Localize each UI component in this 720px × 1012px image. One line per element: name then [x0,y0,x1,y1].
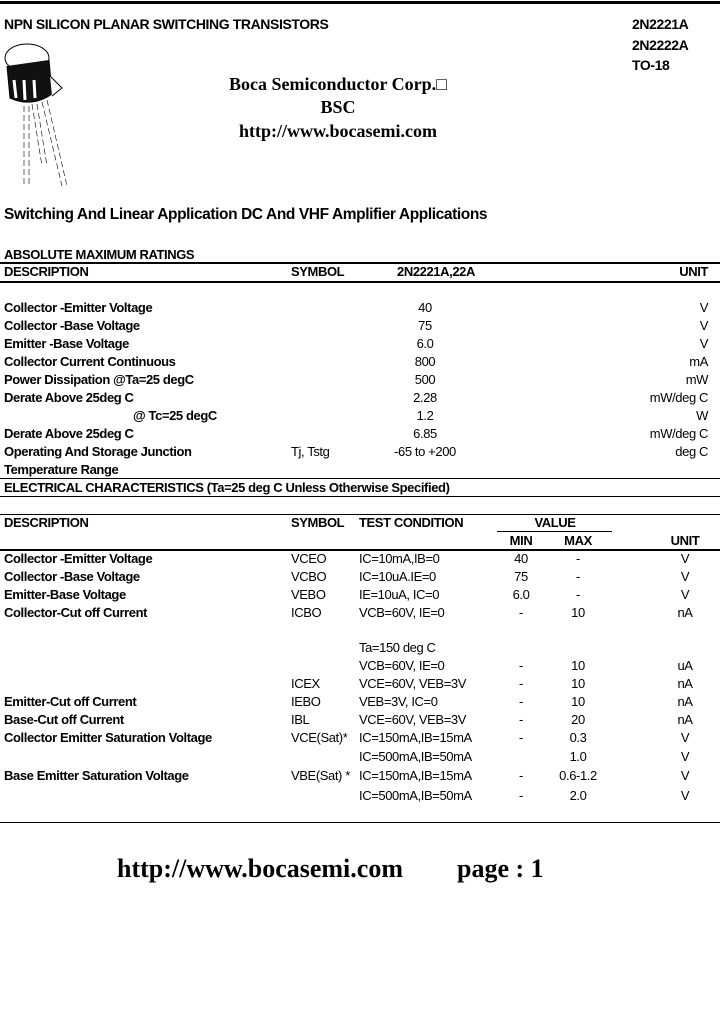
row-description: Emitter-Base Voltage [4,587,126,602]
row-description: Base Emitter Saturation Voltage [4,768,189,783]
row-test-condition: VCB=60V, IE=0 [359,605,445,620]
package-type: TO-18 [632,57,670,73]
row-max: - [576,587,580,602]
row-unit: V [680,788,690,803]
row-max: 10 [571,658,585,673]
row-symbol: Tj, Tstg [291,444,330,459]
el-col-max: MAX [564,533,592,548]
row-description: Collector-Cut off Current [4,605,148,620]
row-description: Emitter-Cut off Current [4,694,137,709]
row-unit: V [680,569,690,584]
row-max: - [576,569,580,584]
row-description: Base-Cut off Current [4,712,124,727]
row-min: - [519,694,523,709]
row-symbol: ICEX [291,676,320,691]
row-max: - [576,551,580,566]
row-unit: W [696,408,708,423]
part-number-2: 2N2222A [632,37,689,53]
row-unit: V [680,730,690,745]
row-unit: nA [677,676,693,691]
divider [0,262,720,264]
row-min: - [519,768,523,783]
row-unit: V [699,300,708,315]
row-symbol: IEBO [291,694,321,709]
row-unit: V [680,768,690,783]
row-min: - [519,605,523,620]
row-max: 2.0 [569,788,587,803]
el-col-unit: UNIT [670,533,700,548]
row-max: 10 [571,676,585,691]
row-unit: mA [689,354,708,369]
row-symbol: IBL [291,712,310,727]
row-symbol: VCBO [291,569,327,584]
row-description: Temperature Range [4,462,119,477]
divider [0,281,720,283]
row-unit: nA [677,605,693,620]
row-value: -65 to +200 [394,444,456,459]
row-unit: V [680,587,690,602]
row-min: - [519,676,523,691]
row-min: - [519,712,523,727]
abs-max-title: ABSOLUTE MAXIMUM RATINGS [4,247,195,262]
row-test-condition: VCE=60V, VEB=3V [359,712,466,727]
row-description: Derate Above 25deg C [4,426,134,441]
row-test-condition: VCB=60V, IE=0 [359,658,445,673]
row-unit: mW/deg C [649,390,708,405]
divider [0,822,720,823]
row-min: - [519,788,523,803]
row-max: 0.3 [569,730,587,745]
row-max: 10 [571,605,585,620]
el-col-value: VALUE [534,515,576,530]
row-description: Collector Emitter Saturation Voltage [4,730,212,745]
row-value: 6.85 [413,426,437,441]
row-unit: V [699,318,708,333]
company-name: Boca Semiconductor Corp.□ [228,74,448,94]
divider [0,478,720,479]
row-min: 6.0 [512,587,530,602]
row-min: 75 [514,569,528,584]
row-test-condition: IC=10mA,IB=0 [359,551,440,566]
row-max: 10 [571,694,585,709]
page-number: page : 1 [457,854,544,883]
row-value: 500 [414,372,436,387]
row-description: Collector -Base Voltage [4,318,140,333]
row-unit: V [680,551,690,566]
row-test-condition: IE=10uA, IC=0 [359,587,440,602]
row-unit: nA [677,712,693,727]
row-max: 0.6-1.2 [559,768,597,783]
top-rule [0,1,720,4]
row-description: Collector -Emitter Voltage [4,551,153,566]
row-test-condition: IC=500mA,IB=50mA [359,788,472,803]
row-value: 6.0 [416,336,434,351]
abs-col-unit: UNIT [679,264,708,279]
abs-col-description: DESCRIPTION [4,264,89,279]
abs-col-symbol: SYMBOL [291,264,345,279]
el-col-symbol: SYMBOL [291,515,345,530]
document-title: NPN SILICON PLANAR SWITCHING TRANSISTORS [4,16,329,32]
row-unit: deg C [675,444,708,459]
row-unit: V [680,749,690,764]
electrical-title: ELECTRICAL CHARACTERISTICS (Ta=25 deg C Unless Otherwise Specified) [4,480,450,495]
row-symbol: ICBO [291,605,322,620]
abs-col-value: 2N2221A,22A [397,264,475,279]
row-symbol: VCE(Sat)* [291,730,348,745]
row-unit: V [699,336,708,351]
row-test-condition: Ta=150 deg C [359,640,436,655]
row-description: Collector Current Continuous [4,354,176,369]
row-unit: uA [677,658,693,673]
row-unit: mW/deg C [649,426,708,441]
row-min: - [519,658,523,673]
row-description: Derate Above 25deg C [4,390,134,405]
row-value: 1.2 [416,408,434,423]
row-symbol: VCEO [291,551,327,566]
el-col-min: MIN [509,533,533,548]
footer-url[interactable]: http://www.bocasemi.com [117,854,403,883]
part-number-1: 2N2221A [632,16,689,32]
row-test-condition: IC=150mA,IB=15mA [359,768,472,783]
company-url[interactable]: http://www.bocasemi.com [239,121,437,141]
row-test-condition: IC=10uA.IE=0 [359,569,436,584]
row-min: - [519,730,523,745]
row-max: 20 [571,712,585,727]
row-description: @ Tc=25 degC [133,408,217,423]
row-description: Collector -Emitter Voltage [4,300,153,315]
row-value: 40 [418,300,432,315]
row-symbol: VEBO [291,587,326,602]
row-value: 800 [414,354,436,369]
row-value: 75 [418,318,432,333]
company-abbrev: BSC [320,97,356,117]
el-col-test-condition: TEST CONDITION [359,515,464,530]
row-min: 40 [514,551,528,566]
value-underline [497,531,612,532]
divider [0,496,720,497]
el-col-description: DESCRIPTION [4,515,89,530]
application-line: Switching And Linear Application DC And VHF Amplifier Applications [4,206,488,223]
row-description: Power Dissipation @Ta=25 degC [4,372,194,387]
row-test-condition: IC=500mA,IB=50mA [359,749,472,764]
row-description: Emitter -Base Voltage [4,336,130,351]
transistor-package-icon [2,36,82,196]
row-test-condition: IC=150mA,IB=15mA [359,730,472,745]
row-test-condition: VCE=60V, VEB=3V [359,676,466,691]
row-value: 2.28 [413,390,437,405]
row-test-condition: VEB=3V, IC=0 [359,694,438,709]
row-description: Collector -Base Voltage [4,569,140,584]
row-description: Operating And Storage Junction [4,444,192,459]
row-symbol: VBE(Sat) * [291,768,350,783]
row-unit: nA [677,694,693,709]
row-max: 1.0 [569,749,587,764]
row-unit: mW [685,372,708,387]
